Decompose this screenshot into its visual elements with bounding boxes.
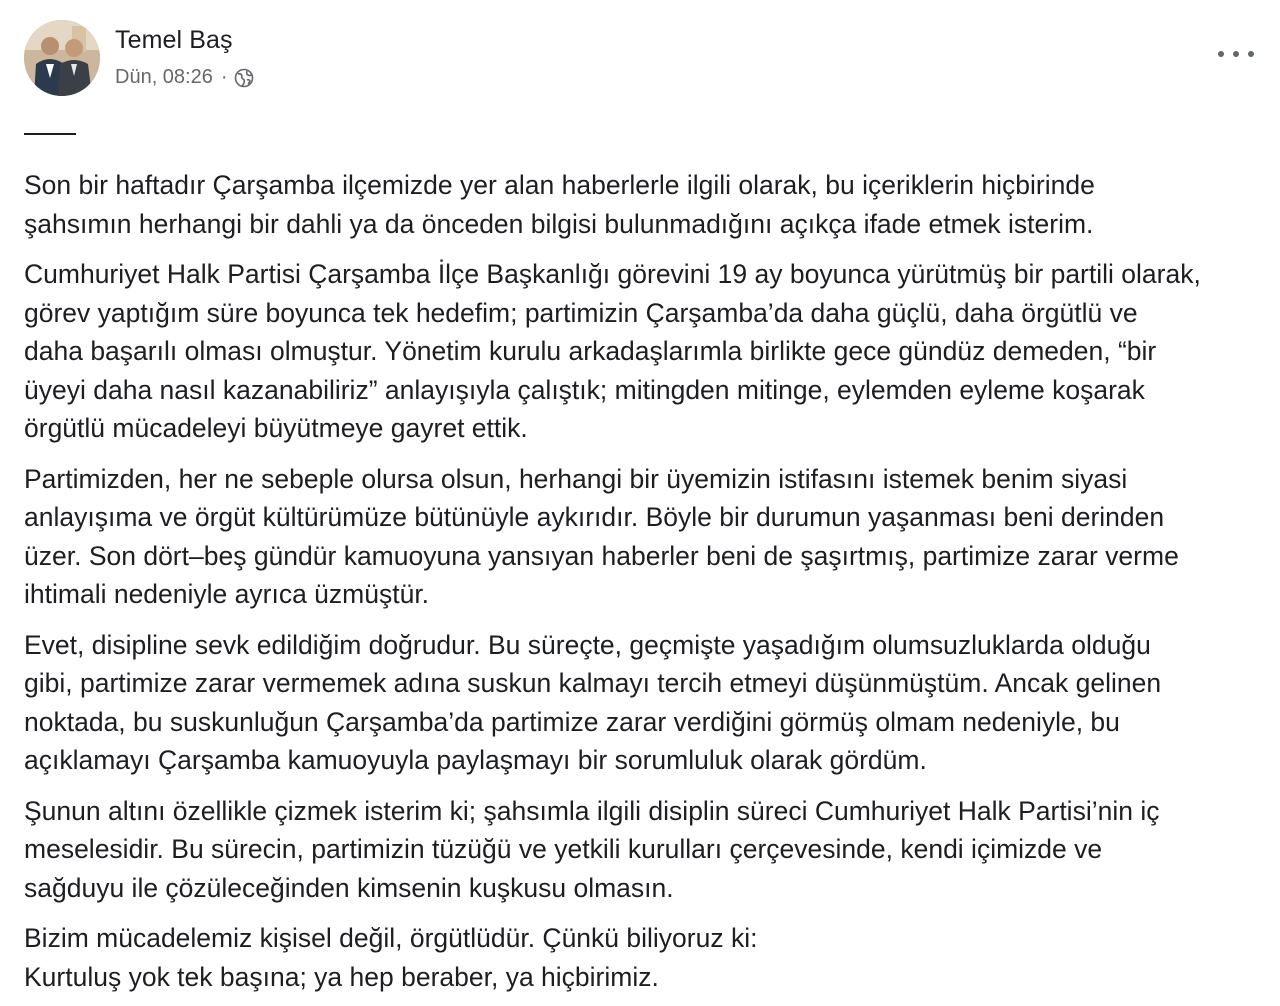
globe-icon[interactable] bbox=[234, 68, 254, 88]
more-dot bbox=[1218, 51, 1224, 57]
post-meta bbox=[115, 66, 254, 89]
profile-photo-icon bbox=[24, 20, 100, 96]
post-header bbox=[24, 20, 1260, 100]
post-paragraph-6: Bizim mücadelemiz kişisel değil, örgütlüdür. Çünkü biliyoruz ki: Kurtuluş yok tek başına; ya hep beraber, ya hiçbirimiz. bbox=[24, 923, 758, 992]
post-paragraph-4: Evet, disipline sevk edildiğim doğrudur. Bu süreçte, geçmişte yaşadığım olumsuzluklarda olduğu gibi, partimize zarar vermemek adına suskun kalmayı tercih etmeyi düşünmüştüm. Ancak gelinen noktada, bu suskunluğun Çarşamba’da partimize zarar verdiğini görmüş olmam nedeniyle, bu açıklamayı Çarşamba kamuoyuyla paylaşmayı bir sorumluluk olarak gördüm. bbox=[24, 629, 1162, 775]
author-avatar[interactable] bbox=[24, 20, 100, 96]
post-paragraph-5: Şunun altını özellikle çizmek isterim ki; şahsımla ilgili disiplin süreci Cumhuriyet Halk Partisi’nin iç meselesidir. Bu sürecin, partimizin tüzüğü ve yetkili kurulları çerçevesinde, kendi içimizde ve sağduyu ile çözüleceğinden kimsenin kuşkusu olmasın. bbox=[24, 795, 1160, 903]
post-body bbox=[24, 166, 1266, 1006]
more-options-icon[interactable] bbox=[1218, 44, 1254, 64]
meta-separator: · bbox=[220, 66, 228, 88]
post-timestamp[interactable]: Dün, 08:26 bbox=[115, 66, 213, 88]
text-divider bbox=[24, 133, 76, 135]
more-dot bbox=[1248, 51, 1254, 57]
post-paragraph-2: Cumhuriyet Halk Partisi Çarşamba İlçe Başkanlığı görevini 19 ay boyunca yürütmüş bir partili olarak, görev yaptığım süre boyunca tek hedefim; partimizin Çarşamba’da daha güçlü, daha örgütlü ve daha başarılı olması olmuştur. Yönetim kurulu arkadaşlarımla birlikte gece gündüz demeden, “bir üyeyi daha nasıl kazanabiliriz” anlayışıyla çalıştık; mitingden mitinge, eylemden eyleme koşarak örgütlü mücadeleyi büyütmeye gayret ettik. bbox=[24, 259, 1201, 443]
post-paragraph-1: Son bir haftadır Çarşamba ilçemizde yer alan haberlerle ilgili olarak, bu içeriklerin hiçbirinde şahsımın herhangi bir dahli ya da önceden bilgisi bulunmadığını açıkça ifade etmek isterim. bbox=[24, 170, 1095, 239]
more-dot bbox=[1233, 51, 1239, 57]
author-name[interactable]: Temel Baş bbox=[115, 26, 233, 54]
post-paragraph-3: Partimizden, her ne sebeple olursa olsun, herhangi bir üyemizin istifasını istemek benim siyasi anlayışıma ve örgüt kültürümüze bütünüyle aykırıdır. Böyle bir durumun yaşanması beni derinden üzer. Son dört–beş gündür kamuoyuna yansıyan haberler beni de şaşırtmış, partimize zarar verme ihtimali nedeniyle ayrıca üzmüştür. bbox=[24, 463, 1179, 609]
